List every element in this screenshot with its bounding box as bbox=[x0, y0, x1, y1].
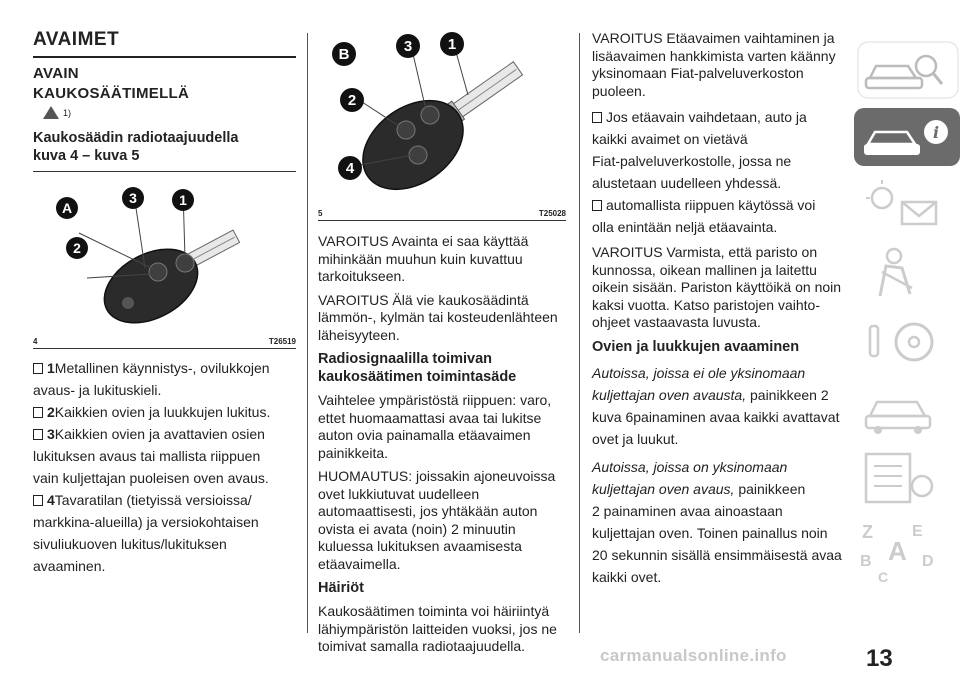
figure-label: 3 bbox=[403, 38, 413, 55]
section-title: AVAIMET bbox=[33, 29, 120, 50]
warning-reference bbox=[43, 106, 296, 119]
heading: Radiosignaalilla toimivan kaukosäätimen toimintasäde bbox=[318, 351, 517, 385]
figure-number: 5 bbox=[318, 209, 323, 218]
list-item-cont: markkina-alueilla) ja versiokohtaisen bbox=[33, 514, 259, 530]
mixed-line: kuljettajan oven avaus, painikkeen bbox=[592, 480, 806, 497]
figure-4 bbox=[33, 178, 296, 346]
list-item-cont: sivuliukuoven lukitus/lukituksen bbox=[33, 536, 227, 552]
tab-car-search[interactable] bbox=[852, 38, 960, 98]
mixed-line: kuljettajan oven avausta, painikkeen 2 bbox=[592, 386, 829, 403]
figure-code: T26519 bbox=[268, 337, 296, 346]
checkbox-bullet-icon bbox=[592, 112, 602, 123]
divider bbox=[33, 348, 296, 349]
italic-text: Autoissa, joissa on yksinomaan bbox=[592, 458, 788, 475]
maintenance-list-icon bbox=[852, 446, 960, 508]
figure-label: 4 bbox=[345, 160, 355, 177]
tab-lights-warning[interactable] bbox=[852, 174, 960, 234]
figure-label: 2 bbox=[73, 240, 81, 256]
checkbox-bullet-icon bbox=[33, 407, 43, 418]
figure-caption bbox=[33, 337, 296, 346]
warning-paragraph: VAROITUS Älä vie kaukosäädintä lämmön-, kylmän tai kosteudenlähteen läheisyyteen. bbox=[318, 291, 558, 343]
alphabet-index-icon bbox=[852, 514, 960, 586]
tab-car-info[interactable] bbox=[852, 106, 960, 166]
divider bbox=[33, 171, 296, 172]
svg-text:A: A bbox=[888, 536, 907, 566]
figure-number: 4 bbox=[33, 337, 38, 346]
column-divider bbox=[579, 33, 580, 633]
title-rule bbox=[33, 56, 296, 58]
text-line: kuva 6painaminen avaa kaikki avattavat bbox=[592, 408, 840, 425]
svg-text:D: D bbox=[922, 553, 934, 570]
lights-warning-icon bbox=[852, 174, 960, 236]
warning-paragraph: VAROITUS Avainta ei saa käyttää mihinkään muuhun kuin kuvattuu tarkoitukseen. bbox=[318, 233, 529, 284]
figure-caption bbox=[318, 209, 566, 218]
list-item: Jos etäavain vaihdetaan, auto ja bbox=[592, 106, 842, 128]
figure-label: B bbox=[338, 46, 350, 63]
list-item-cont: avaus- ja lukituskieli. bbox=[33, 382, 162, 398]
svg-text:B: B bbox=[860, 553, 872, 570]
figure-label: A bbox=[61, 200, 73, 216]
italic-text: Autoissa, joissa ei ole yksinomaan bbox=[592, 364, 806, 381]
list-item-cont: alustetaan uudelleen yhdessä. bbox=[592, 175, 782, 191]
checkbox-bullet-icon bbox=[33, 495, 43, 506]
column-divider bbox=[307, 33, 308, 633]
subsection-title-line2: KAUKOSÄÄTIMELLÄ bbox=[33, 85, 190, 102]
svg-text:Z: Z bbox=[862, 522, 873, 542]
figure-5 bbox=[318, 30, 566, 220]
paragraph: Vaihtelee ympäristöstä riippuen: varo, ettet huomaamattasi avaa tai lukitse auton ovia painamalla etäavaimen painikkeita. bbox=[318, 392, 552, 461]
column-1 bbox=[33, 30, 296, 577]
paragraph: Kaukosäätimen toiminta voi häiriintyä lähiympäristön laitteiden vuoksi, jos ne toimivat samalla radiotaajuudella. bbox=[318, 603, 557, 654]
checkbox-bullet-icon bbox=[592, 200, 602, 211]
list-item: automallista riippuen käytössä voi bbox=[592, 194, 842, 216]
checkbox-bullet-icon bbox=[33, 363, 43, 374]
list-item: 4Tavaratilan (tietyissä versioissa/ bbox=[33, 489, 296, 511]
figure-code: T25028 bbox=[538, 209, 566, 218]
list-item-cont: vain kuljettajan puoleisen oven avaus. bbox=[33, 470, 269, 486]
warning-paragraph: VAROITUS Varmista, että paristo on kunnossa, oikean mallinen ja laitettu oikein sisään. Pariston käyttöikä on noin kaksi vuotta. Katso paristojen vaihto-ohjeet vastaavasta luvusta. bbox=[592, 244, 842, 330]
heading: Ovien ja luukkujen avaaminen bbox=[592, 338, 800, 355]
tab-maintenance-list[interactable] bbox=[852, 446, 960, 506]
text-line: ovet ja luukut. bbox=[592, 430, 679, 447]
key-fob-illustration bbox=[318, 30, 566, 205]
airbag-seat-icon bbox=[852, 242, 960, 304]
column-2 bbox=[318, 30, 566, 662]
heading bbox=[33, 129, 296, 165]
figure-label: 1 bbox=[447, 36, 457, 53]
key-fob-illustration bbox=[33, 178, 296, 338]
item-list bbox=[33, 357, 296, 577]
car-info-icon bbox=[852, 106, 960, 168]
list-item-cont: lukituksen avaus tai mallista riippuen bbox=[33, 448, 261, 464]
heading-line2: kuva 4 – kuva 5 bbox=[33, 148, 140, 164]
list-item-cont: avaaminen. bbox=[33, 558, 106, 574]
list-item: 2Kaikkien ovien ja luukkujen lukitus. bbox=[33, 401, 296, 423]
text-line: kaikki ovet. bbox=[592, 568, 662, 585]
car-search-icon bbox=[852, 38, 960, 100]
tab-steering-wheel[interactable] bbox=[852, 310, 960, 370]
list-item-cont: kaikki avaimet on vietävä bbox=[592, 131, 748, 147]
svg-text:i: i bbox=[932, 123, 940, 142]
warning-triangle-icon bbox=[43, 106, 59, 119]
figure-label: 1 bbox=[179, 192, 187, 208]
checkbox-bullet-icon bbox=[33, 429, 43, 440]
list-item-cont: olla enintään neljä etäavainta. bbox=[592, 219, 778, 235]
steering-wheel-icon bbox=[852, 310, 960, 372]
warning-paragraph: VAROITUS Etäavaimen vaihtaminen ja lisäavaimen hankkimista varten käänny yksinomaan Fiat-palveluverkoston puoleen. bbox=[592, 30, 836, 99]
text-line: 20 sekunnin sisällä ensimmäisestä avaa bbox=[592, 546, 842, 563]
list-item-cont: Fiat-palveluverkostolle, jossa ne bbox=[592, 153, 792, 169]
heading-line1: Kaukosäädin radiotaajuudella bbox=[33, 130, 239, 146]
tab-alphabet-index[interactable] bbox=[852, 514, 960, 586]
text-line: 2 painaminen avaa ainoastaan bbox=[592, 502, 783, 519]
figure-label: 3 bbox=[129, 190, 137, 206]
car-breakdown-icon bbox=[852, 378, 960, 440]
tab-airbag-seat[interactable] bbox=[852, 242, 960, 302]
watermark-footer: carmanualsonline.info bbox=[600, 646, 787, 665]
list-item: 1Metallinen käynnistys-, ovilukkojen bbox=[33, 357, 296, 379]
divider bbox=[318, 220, 566, 221]
column-3 bbox=[592, 30, 842, 588]
warning-ref-number: 1) bbox=[63, 107, 72, 118]
page-number: 13 bbox=[866, 645, 893, 672]
subsection-title-line1: AVAIN bbox=[33, 65, 79, 82]
heading: Häiriöt bbox=[318, 580, 364, 596]
list-item: 3Kaikkien ovien ja avattavien osien bbox=[33, 423, 296, 445]
note-paragraph: HUOMAUTUS: joissakin ajoneuvoissa ovet lukkiutuvat uudelleen automaattisesti, jos yhtäkään auton ovista ei avata (noin) 2 minuutin kuluessa lukituksen avaamisesta etäavaimella. bbox=[318, 468, 556, 572]
svg-text:E: E bbox=[912, 523, 923, 540]
tab-car-breakdown[interactable] bbox=[852, 378, 960, 438]
svg-text:C: C bbox=[878, 569, 889, 585]
figure-label: 2 bbox=[347, 92, 357, 109]
text-line: kuljettajan oven. Toinen painallus noin bbox=[592, 524, 828, 541]
